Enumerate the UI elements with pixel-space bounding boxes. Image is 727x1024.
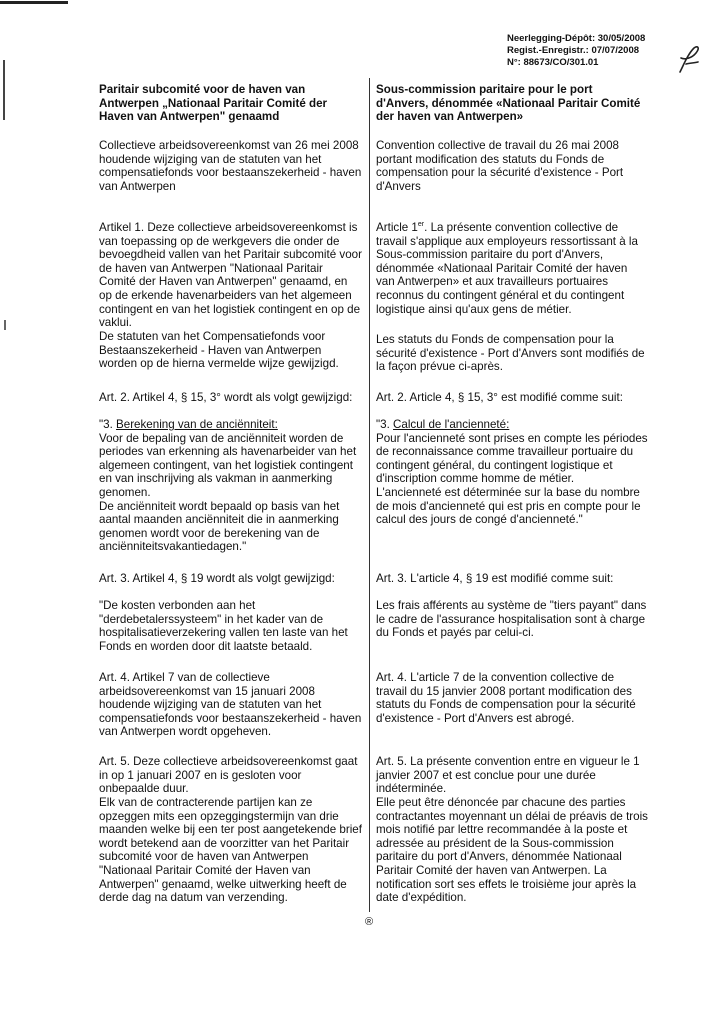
french-quote-paragraph-a: Pour l'ancienneté sont prises en compte les périodes de reconnaissance comme travailleur portuaire du contingent général, du contingent logistique et d'inscription comme homme de métier. (376, 431, 648, 486)
dutch-article-3: Art. 3. Artikel 4, § 19 wordt als volgt gewijzigd: (99, 572, 335, 585)
dutch-article-2: Art. 2. Artikel 4, § 15, 3° wordt als volgt gewijzigd: (99, 391, 353, 404)
handwritten-paraph (676, 44, 702, 74)
dutch-quote-paragraph-b: De anciënniteit wordt bepaald op basis van het aantal maanden anciënniteit die in aanmerking genomen wordt voor de berekening van de anciënniteitsvakantiedagen." (99, 499, 340, 554)
filing-registration-date: Regist.-Enregistr.: 07/07/2008 (507, 45, 640, 56)
registered-mark: ® (365, 916, 374, 928)
dutch-article-5-termination: Elk van de contracterende partijen kan ze opzeggen mits een opzeggingstermijn van drie maanden welke bij een ter post aangetekende brief wordt betekend aan de voorzitter van het Paritair subcomité voor de haven van Antwerpen "Nationaal Paritair Comité der Haven van Antwerpen" genaamd, welke uitwerking heeft de derde dag na datum van verzending. (99, 796, 362, 905)
french-article-1-statutes: Les statuts du Fonds de compensation pour la sécurité d'existence - Port d'Anvers sont modifiés de la façon prévue ci-après. (376, 333, 645, 374)
column-divider (369, 78, 370, 912)
dutch-quote-heading: Berekening van de anciënniteit: (116, 418, 278, 431)
french-quote-heading: Calcul de l'ancienneté: (393, 418, 510, 431)
french-intro: Convention collective de travail du 26 mai 2008 portant modification des statuts du Fonds de compensation pour la sécurité d'existence - Port d'Anvers (376, 139, 624, 193)
french-article-2-quote (376, 418, 648, 527)
scan-edge-mark (3, 60, 5, 120)
filing-number: N°: 88673/CO/301.01 (507, 57, 599, 68)
filing-stamp (507, 33, 645, 69)
dutch-article-5: Art. 5. Deze collectieve arbeidsovereenkomst gaat in op 1 januari 2007 en is gesloten voor onbepaalde duur. (99, 755, 358, 796)
dutch-article-3-quote: "De kosten verbonden aan het "derdebetalerssysteem" in het kader van de hospitalisatieverzekering vallen ten laste van het Fonds en worden door dit laatste betaald. (99, 599, 348, 653)
french-article-1-superscript: er (417, 221, 425, 229)
dutch-article-2-quote (99, 418, 362, 554)
french-article-1 (376, 221, 648, 316)
scan-edge-mark (4, 320, 6, 330)
dutch-intro: Collectieve arbeidsovereenkomst van 26 mei 2008 houdende wijziging van de statuten van het compensatiefonds voor bestaanszekerheid - haven van Antwerpen (99, 139, 362, 193)
french-article-5: Art. 5. La présente convention entre en vigueur le 1 janvier 2007 et est conclue pour une durée indéterminée. (376, 755, 640, 796)
dutch-title: Paritair subcomité voor de haven van Antwerpen „Nationaal Paritair Comité der Haven van Antwerpen" genaamd (99, 83, 328, 124)
french-quote-number: "3. (376, 418, 394, 431)
dutch-article-4: Art. 4. Artikel 7 van de collectieve arbeidsovereenkomst van 15 januari 2008 houdende wijziging van de statuten van het compensatiefonds voor bestaanszekerheid - haven van Antwerpen wordt opgeheven. (99, 671, 362, 739)
dutch-quote-paragraph-a: Voor de bepaling van de anciënniteit worden de periodes van erkenning als havenarbeider van het algemeen contingent, van het logistiek contingent en van inschrijving als vakman in aanmerking genomen. (99, 431, 357, 499)
dutch-article-1: Artikel 1. Deze collectieve arbeidsovereenkomst is van toepassing op de werkgevers die onder de bevoegdheid vallen van het Paritair subcomité voor de haven van Antwerpen "Nationaal Paritair Comité der Haven van Antwerpen" genaamd, en op de erkende havenarbeiders van het algemeen contingent en van het logistiek contingent en op de vaklui. (99, 221, 362, 330)
french-article-5-termination: Elle peut être dénoncée par chacune des parties contractantes moyennant un délai de préavis de trois mois notifié par lettre recommandée à la poste et adressée au président de la Sous-commission paritaire du port d'Anvers, dénommée Nationaal Paritair Comité der haven van Antwerpen. La notification sort ses effets le troisième jour après la date d'expédition. (376, 796, 648, 905)
dutch-quote-number: "3. (99, 418, 117, 431)
french-article-3-quote: Les frais afférents au système de "tiers payant" dans le cadre de l'assurance hospitalisation sont à charge du Fonds et payés par celui-ci. (376, 599, 647, 640)
scan-artifact (0, 0, 70, 6)
filing-deposit-date: Neerlegging-Dépôt: 30/05/2008 (507, 33, 646, 44)
french-article-3: Art. 3. L'article 4, § 19 est modifié comme suit: (376, 572, 614, 585)
french-title: Sous-commission paritaire pour le port d'Anvers, dénommée «Nationaal Paritair Comité der haven van Antwerpen» (376, 83, 641, 124)
french-article-1-text: . La présente convention collective de travail s'applique aux employeurs ressortissant à la Sous-commission paritaire du port d'Anvers, dénommée «Nationaal Paritair Comité der haven van Antwerpen» et aux travailleurs portuaires reconnus du contingent général et du contingent logistique ainsi qu'aux gens de métier. (376, 221, 638, 316)
french-quote-paragraph-b: L'ancienneté est déterminée sur la base du nombre de mois d'ancienneté qui est pris en compte pour le calcul des jours de congé d'ancienneté." (376, 485, 641, 527)
french-article-1-label: Article 1 (376, 221, 418, 234)
dutch-article-1-statutes: De statuten van het Compensatiefonds voor Bestaanszekerheid - Haven van Antwerpen worden op de hierna vermelde wijze gewijzigd. (99, 330, 339, 371)
french-article-2: Art. 2. Article 4, § 15, 3° est modifié comme suit: (376, 391, 623, 404)
french-article-4: Art. 4. L'article 7 de la convention collective de travail du 15 janvier 2008 portant modification des statuts du Fonds de compensation pour la sécurité d'existence - Port d'Anvers est abrogé. (376, 671, 636, 725)
